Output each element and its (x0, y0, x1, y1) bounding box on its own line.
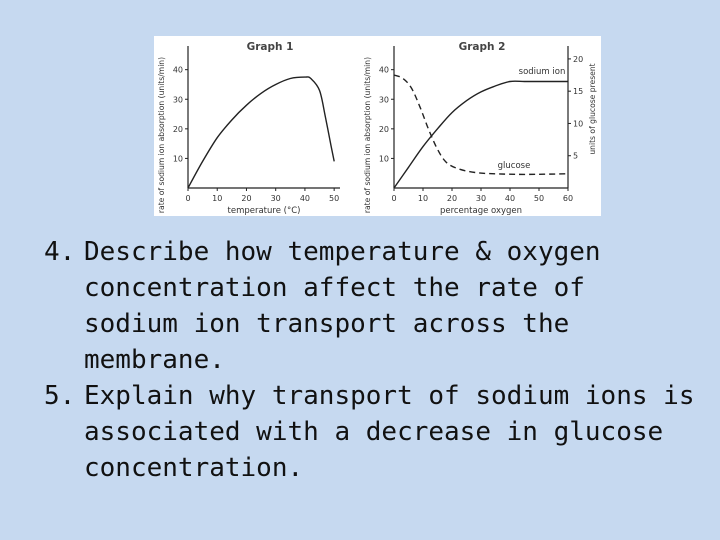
question-4-line-3: sodium ion transport across the (84, 309, 570, 339)
graph-2-y-tick-label-40: 40 (378, 65, 389, 75)
graph-1-y-tick-label-40: 40 (172, 65, 183, 75)
graph-1-x-tick-label-0: 0 (185, 194, 191, 203)
graph-2-y2-tick-label-5: 5 (573, 151, 579, 161)
graph-2-y-axis-label: rate of sodium ion absorption (units/min) (363, 56, 372, 214)
graph-2-x-tick-label-10: 10 (417, 194, 429, 203)
graph-1-series-1-line (188, 77, 334, 188)
question-4-number: 4. (44, 237, 76, 267)
graph-1-x-tick-label-20: 20 (241, 194, 252, 203)
question-5-line-3: concentration. (84, 453, 304, 483)
graph-1-x-tick-label-10: 10 (212, 194, 223, 203)
graph-1-x-tick-label-30: 30 (270, 194, 281, 203)
graph-1-y-axis-label: rate of sodium ion absorption (units/min) (157, 56, 166, 214)
graph-2-title: Graph 2 (458, 41, 506, 53)
graph-2-x-tick-label-40: 40 (504, 194, 516, 203)
graph-1-x-tick-label-40: 40 (299, 194, 311, 203)
graph-1-y-tick-label-30: 30 (172, 95, 183, 105)
question-5-number: 5. (44, 381, 76, 411)
graph-2-y-tick-label-20: 20 (378, 124, 389, 134)
graph-2-x-tick-label-50: 50 (533, 194, 545, 203)
question-4-line-4: membrane. (84, 345, 225, 375)
graph-2-x-tick-label-60: 60 (562, 194, 574, 203)
question-5-line-1: Explain why transport of sodium ions is (84, 381, 695, 411)
graph-2-x-axis-label: percentage oxygen (439, 206, 523, 216)
graph-2-glucose-label: glucose (497, 161, 531, 171)
question-5 (44, 378, 704, 486)
graph-2-x-tick-label-0: 0 (391, 194, 397, 203)
question-list (44, 234, 704, 486)
graph-1-title: Graph 1 (246, 41, 294, 53)
graphs-svg (154, 36, 601, 216)
question-4 (44, 234, 704, 378)
graph-2-x-tick-label-20: 20 (446, 194, 458, 203)
graph-1-x-axis-label: temperature (°C) (227, 206, 301, 216)
graph-2-glucose-line (394, 75, 568, 174)
question-4-line-1: Describe how temperature & oxygen (84, 237, 601, 267)
graph-2-y2-tick-label-20: 20 (573, 54, 584, 64)
question-5-line-2: associated with a decrease in glucose (84, 417, 664, 447)
graph-2-y2-tick-label-15: 15 (573, 87, 584, 97)
graph-1-y-tick-label-20: 20 (172, 124, 183, 134)
graph-2-y-tick-label-10: 10 (378, 154, 389, 164)
question-4-line-2: concentration affect the rate of (84, 273, 585, 303)
graph-2-sodium-ion-label: sodium ion (518, 67, 566, 77)
graph-2-y-tick-label-30: 30 (378, 95, 389, 105)
graph-2-x-tick-label-30: 30 (475, 194, 487, 203)
graph-2-y2-axis-label: units of glucose present (588, 63, 597, 155)
graphs-figure (154, 36, 601, 216)
graph-2-y2-tick-label-10: 10 (573, 119, 584, 129)
graph-1-x-tick-label-50: 50 (329, 194, 340, 203)
graph-1-y-tick-label-10: 10 (172, 154, 183, 164)
graph-2-sodium-ion-line (394, 81, 568, 188)
